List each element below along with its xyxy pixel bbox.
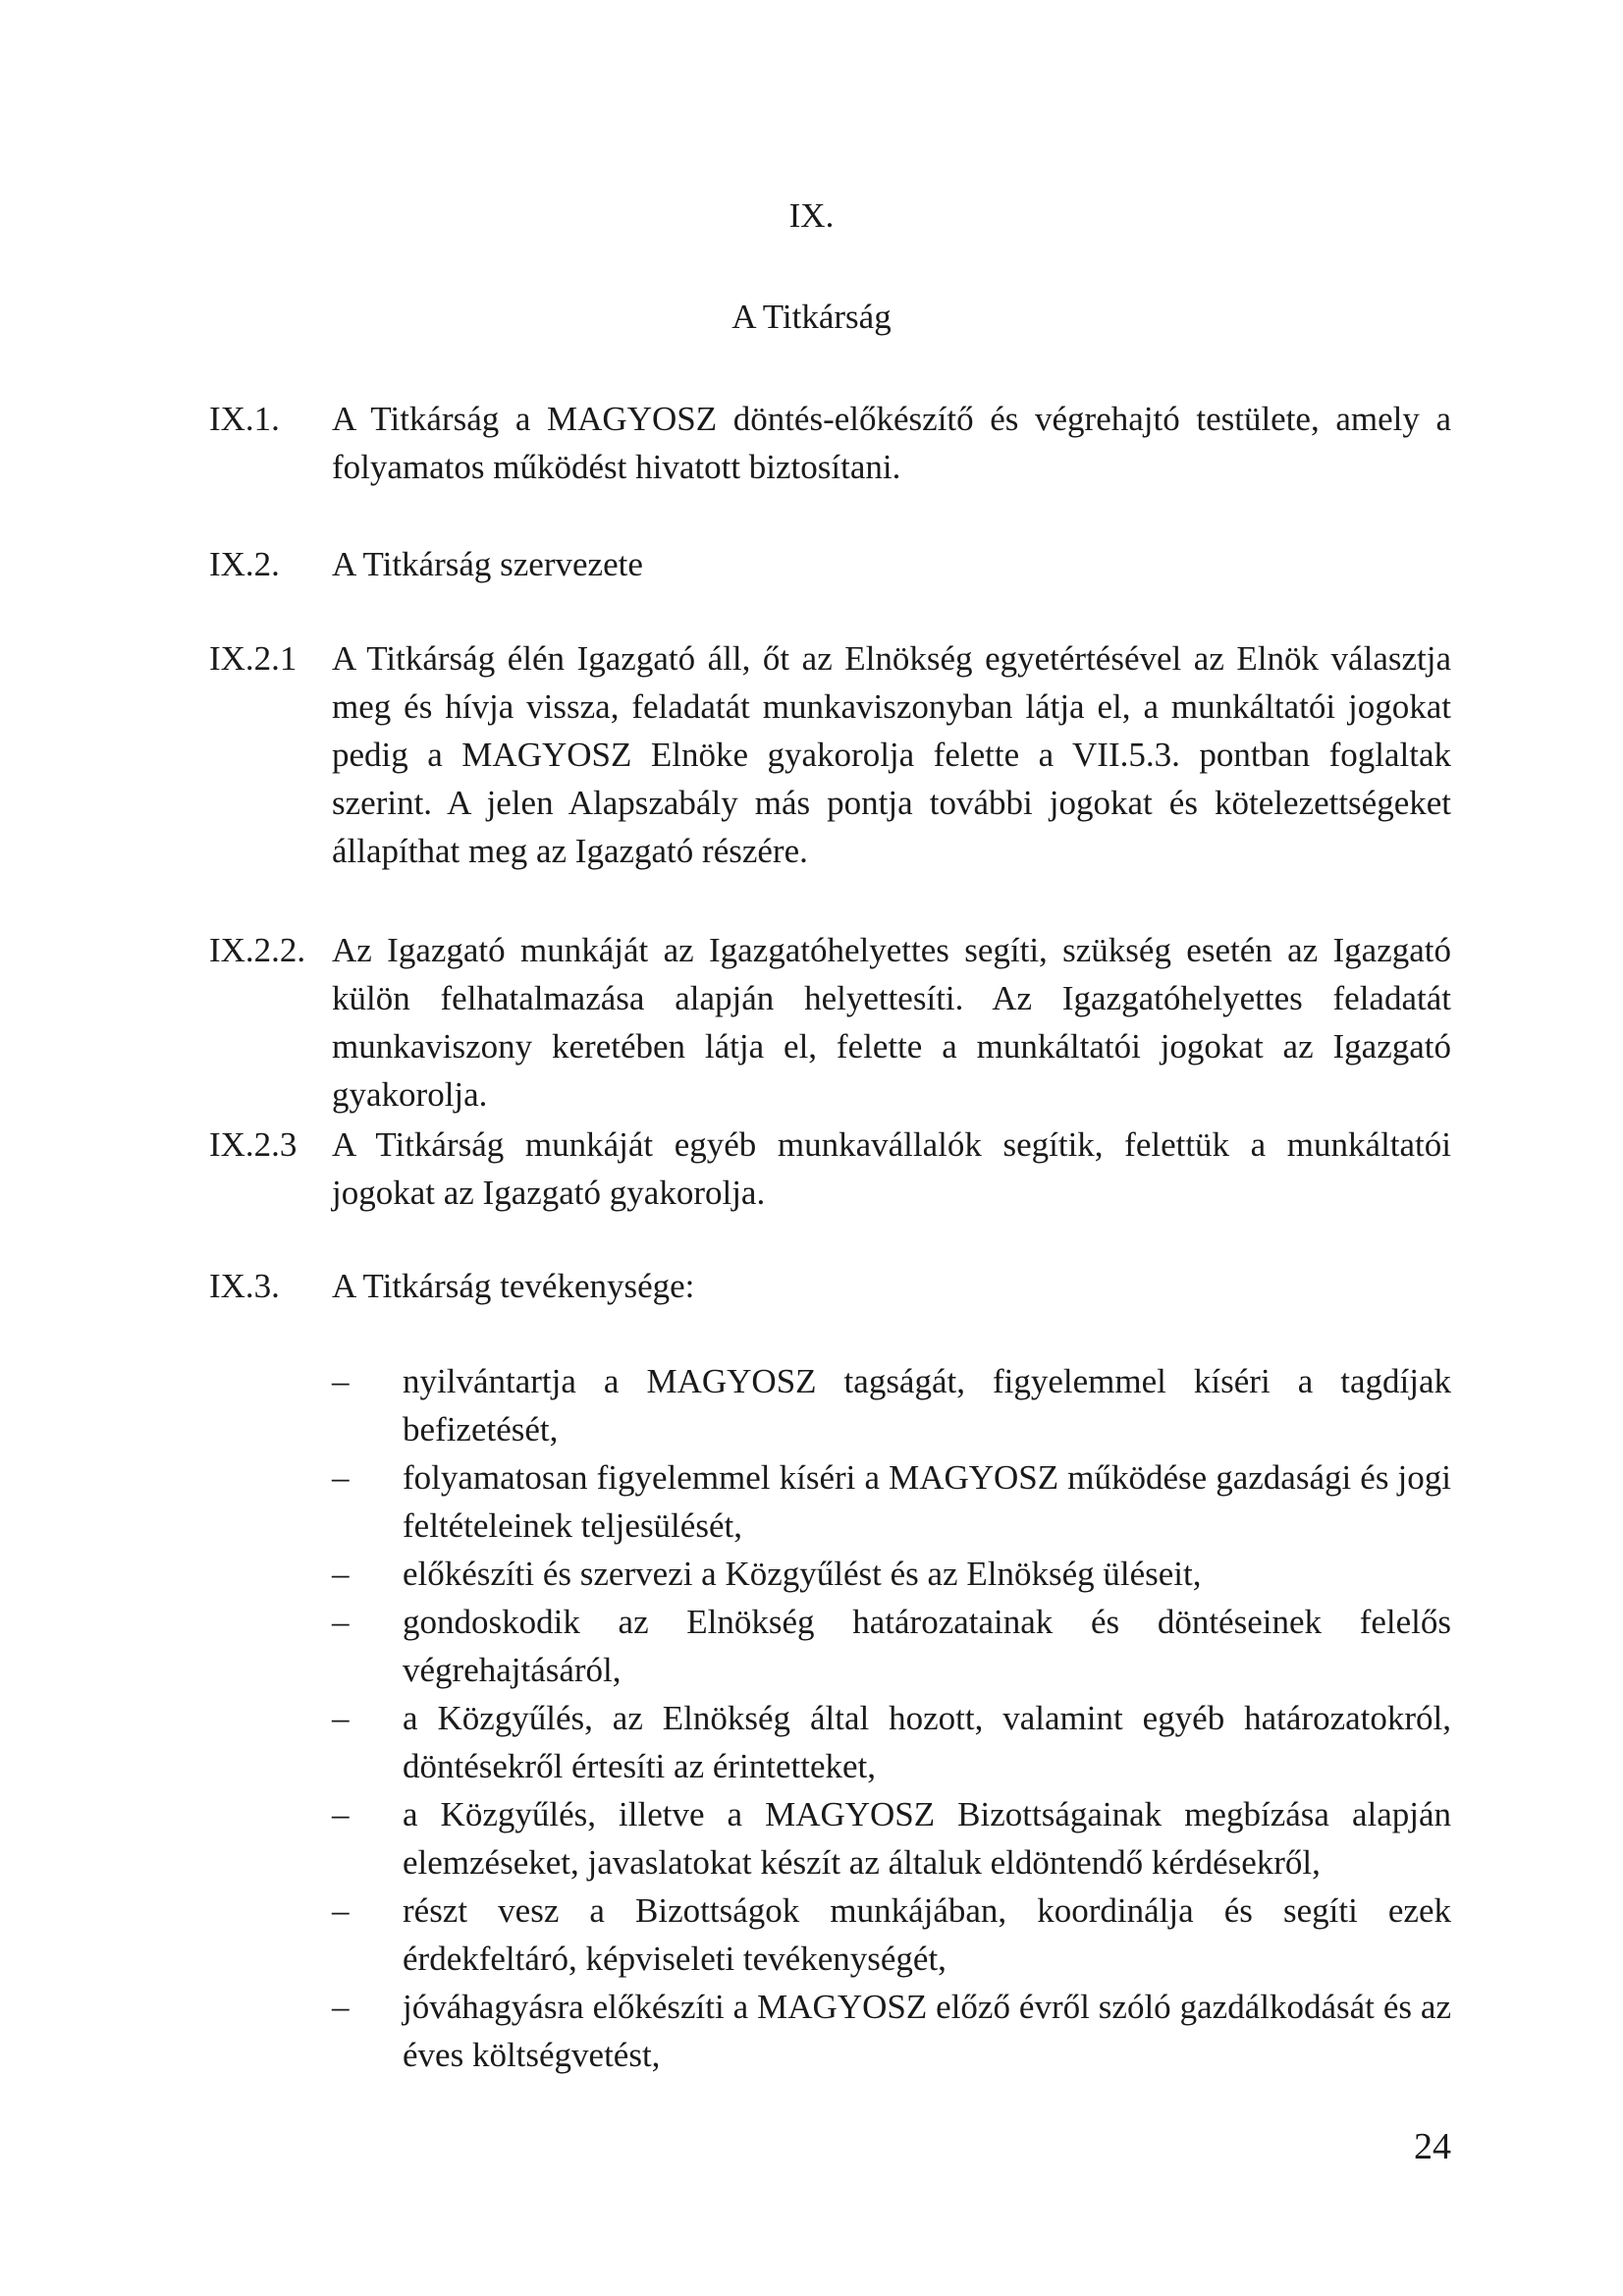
- list-item: [332, 1550, 1451, 1598]
- dash-bullet: –: [332, 1699, 350, 1737]
- section-ix-3: [209, 1262, 1451, 1310]
- section-number: IX.2.: [209, 545, 280, 583]
- section-text: A Titkárság szervezete: [332, 545, 643, 583]
- activity-list: [332, 1357, 1451, 2079]
- list-item: [332, 1598, 1451, 1694]
- list-item-text: nyilvántartja a MAGYOSZ tagságát, figyelemmel kíséri a tagdíjak befizetését,: [403, 1362, 1451, 1449]
- section-number: IX.3.: [209, 1267, 280, 1305]
- section-ix-2-2: [209, 926, 1451, 1119]
- section-text: A Titkárság munkáját egyéb munkavállalók segítik, felettük a munkáltatói jogokat az Igazgató gyakorolja.: [332, 1125, 1451, 1212]
- dash-bullet: –: [332, 1458, 350, 1497]
- section-text: A Titkárság a MAGYOSZ döntés-előkészítő és végrehajtó testülete, amely a folyamatos működést hivatott biztosítani.: [332, 400, 1451, 486]
- section-ix-2-1: [209, 634, 1451, 875]
- list-item-text: a Közgyűlés, az Elnökség által hozott, valamint egyéb határozatokról, döntésekről értesíti az érintetteket,: [403, 1699, 1451, 1785]
- list-item: [332, 1886, 1451, 1983]
- list-item-text: előkészíti és szervezi a Közgyűlést és az Elnökség üléseit,: [403, 1555, 1202, 1593]
- dash-bullet: –: [332, 1891, 350, 1930]
- section-text: Az Igazgató munkáját az Igazgatóhelyettes segíti, szükség esetén az Igazgató külön felhatalmazása alapján helyettesíti. Az Igazgatóhelyettes feladatát munkaviszony keretében látja el, felette a munkáltatói jogokat az Igazgató gyakorolja.: [332, 931, 1451, 1114]
- section-number: IX.2.3: [209, 1125, 298, 1164]
- list-item: [332, 1357, 1451, 1453]
- dash-bullet: –: [332, 1603, 350, 1641]
- section-number: IX.2.1: [209, 639, 298, 678]
- list-item: [332, 1983, 1451, 2079]
- section-ix-1: [209, 395, 1451, 491]
- dash-bullet: –: [332, 1988, 350, 2026]
- page-number: 24: [1414, 2126, 1451, 2167]
- section-number: IX.2.2.: [209, 931, 306, 969]
- list-item-text: részt vesz a Bizottságok munkájában, koordinálja és segíti ezek érdekfeltáró, képviseleti tevékenységét,: [403, 1891, 1451, 1978]
- section-ix-2: [209, 540, 1451, 588]
- list-item: [332, 1453, 1451, 1550]
- list-item-text: a Közgyűlés, illetve a MAGYOSZ Bizottságainak megbízása alapján elemzéseket, javaslatokat készít az általuk eldöntendő kérdésekről,: [403, 1795, 1451, 1882]
- chapter-title: A Titkárság: [731, 298, 892, 336]
- section-text: A Titkárság tevékenysége:: [332, 1267, 695, 1305]
- list-item: [332, 1790, 1451, 1886]
- list-item-text: jóváhagyásra előkészíti a MAGYOSZ előző évről szóló gazdálkodását és az éves költségvetést,: [403, 1988, 1451, 2074]
- list-item-text: folyamatosan figyelemmel kíséri a MAGYOSZ működése gazdasági és jogi feltételeinek teljesülését,: [403, 1458, 1451, 1545]
- dash-bullet: –: [332, 1362, 350, 1400]
- section-text: A Titkárság élén Igazgató áll, őt az Elnökség egyetértésével az Elnök választja meg és hívja vissza, feladatát munkaviszonyban látja el, a munkáltatói jogokat pedig a MAGYOSZ Elnöke gyakorolja felette a VII.5.3. pontban foglaltak szerint. A jelen Alapszabály más pontja további jogokat és kötelezettségeket állapíthat meg az Igazgató részére.: [332, 639, 1451, 870]
- section-ix-2-3: [209, 1121, 1451, 1217]
- dash-bullet: –: [332, 1555, 350, 1593]
- chapter-number: IX.: [788, 196, 835, 235]
- list-item-text: gondoskodik az Elnökség határozatainak és döntéseinek felelős végrehajtásáról,: [403, 1603, 1451, 1689]
- dash-bullet: –: [332, 1795, 350, 1833]
- list-item: [332, 1694, 1451, 1790]
- section-number: IX.1.: [209, 400, 280, 438]
